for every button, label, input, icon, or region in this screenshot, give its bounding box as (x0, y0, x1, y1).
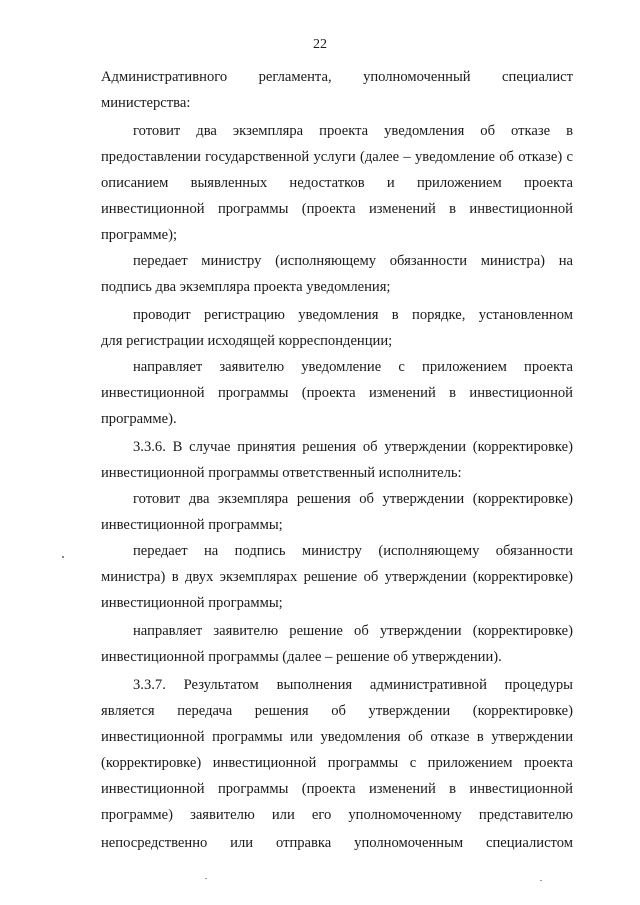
text-line: является передача решения об утверждении (корректировке) (101, 703, 573, 719)
text-line: 3.3.6. В случае принятия решения об утверждении (корректировке) (133, 439, 573, 455)
text-line: инвестиционной программы (проекта изменений в инвестиционной (101, 781, 573, 797)
text-line: направляет заявителю уведомление с приложением проекта (133, 359, 573, 375)
text-line: направляет заявителю решение об утверждении (корректировке) (133, 623, 573, 639)
text-line: инвестиционной программы (проекта изменений в инвестиционной (101, 385, 573, 401)
text-line: Административного регламента, уполномоченный специалист (101, 69, 573, 85)
text-line: передает министру (исполняющему обязанности министра) на (133, 253, 573, 269)
page-number: 22 (313, 37, 327, 52)
text-line: инвестиционной программы или уведомления об отказе в утверждении (101, 729, 573, 745)
text-line: программе). (101, 411, 177, 427)
text-line: программе); (101, 227, 178, 243)
text-line: инвестиционной программы; (101, 517, 283, 533)
text-line: инвестиционной программы ответственный исполнитель: (101, 465, 462, 481)
text-line: 3.3.7. Результатом выполнения административной процедуры (133, 677, 573, 693)
scan-dot (205, 878, 207, 879)
text-line: проводит регистрацию уведомления в порядке, установленном (133, 307, 573, 323)
text-line: подпись два экземпляра проекта уведомления; (101, 279, 391, 295)
text-line: инвестиционной программы (далее – решение об утверждении). (101, 649, 502, 665)
text-line: программе) заявителю или его уполномоченному представителю (101, 807, 573, 823)
text-line: предоставлении государственной услуги (далее – уведомление об отказе) с (101, 149, 573, 165)
text-line: инвестиционной программы; (101, 595, 283, 611)
scan-dot (540, 880, 542, 881)
text-line: готовит два экземпляра решения об утверждении (корректировке) (133, 491, 573, 507)
text-line: инвестиционной программы (проекта изменений в инвестиционной (101, 201, 573, 217)
text-line: (корректировке) инвестиционной программы с приложением проекта (101, 755, 573, 771)
text-line: министра) в двух экземплярах решение об утверждении (корректировке) (101, 569, 573, 585)
margin-mark (62, 556, 64, 558)
text-line: для регистрации исходящей корреспонденции; (101, 333, 393, 349)
text-line: передает на подпись министру (исполняющему обязанности (133, 543, 573, 559)
text-line: министерства: (101, 95, 191, 111)
text-line: готовит два экземпляра проекта уведомления об отказе в (133, 123, 573, 139)
text-line: описанием выявленных недостатков и приложением проекта (101, 175, 573, 191)
text-line: непосредственно или отправка уполномоченным специалистом (101, 835, 573, 851)
